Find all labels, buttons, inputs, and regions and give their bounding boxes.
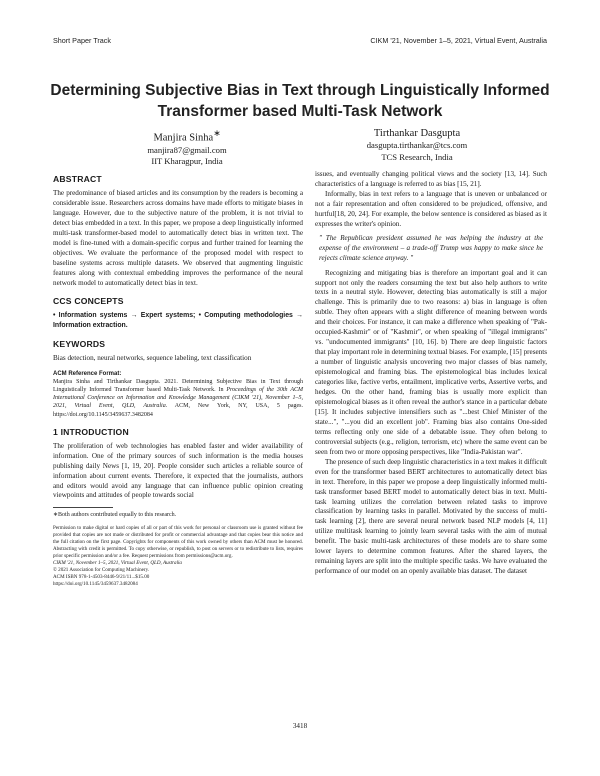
body-paragraph: Recognizing and mitigating bias is therefore an important goal and it can support not only the readers consuming the text but also help authors to write texts in a neutral style. However, detecting bias automatically is still a major challenge. This is primarily due to two reasons: a) bias in language is often subtle. They often appears with a slight difference of meaning between words and their choices. For instance, it can make a difference when speaking of "Pak-occupied-Kashmir" or of "Kashmir", or when speaking of "illegal immigrants" vs. "undocumented immigrants" [10, 16]. b) There are deep linguistic factors that play important role in determining textual biases. For example, [15] presents a number of linguistic analysis uncovering two major classes of bias namely, epistemological and framing bias. The epistemological bias includes lexical categories like, factive verbs, entailment, implicative verbs, Assertive verbs, and hedges. On the other hand, framing bias is usually more explicit than epistemological biases as it often reveal the author's stance in a particular debate [15]. It includes subjective intensifiers such as "...best Chief Minister of the state...", "...you did an excellent job". Framing bias also contains One-sided terms reflecting only one side of a debatable issue. They often belong to controversial subjects (e.g., religion, terrorism, etc) where the same event can be seen from two or more opposing perspectives, like "India-Pakistan war". (315, 268, 547, 456)
permission-notice: Permission to make digital or hard copies of all or part of this work for personal or classroom use is granted without fee provided that copies are not made or distributed for profit or commercial advantage and that copies bear this notice and the full citation on the first page. Copyrights for components of this work owned by others than ACM must be honored. Abstracting with credit is permitted. To copy otherwise, or republish, to post on servers or to redistribute to lists, requires prior specific permission and/or a fee. Request permissions from permissions@acm.org. (53, 524, 303, 559)
author-block (77, 127, 297, 168)
abstract-heading: ABSTRACT (53, 174, 102, 184)
ccs-text: • Information systems → Expert systems; • Computing methodologies → Information extraction. (53, 312, 303, 330)
keywords-text: Bias detection, neural networks, sequence labeling, text classification (53, 353, 252, 362)
ccs-heading: CCS CONCEPTS (53, 296, 124, 307)
left-column (53, 170, 303, 588)
author-affiliation: IIT Kharagpur, India (151, 156, 223, 166)
author-affiliation: TCS Research, India (381, 151, 453, 162)
intro-heading: 1 INTRODUCTION (53, 426, 129, 437)
example-quote: " The Republican president assumed he was helping the industry at the expense of the environment – a trade-off Trump was happy to make since he rejects climate science anyway. " (319, 233, 543, 262)
author-name: Tirthankar Dasgupta (373, 128, 461, 139)
intro-paragraph: The proliferation of web technologies has enabled faster and wider availability of information. One of the primary sources of such information is the media houses publishing daily News [1, 19, 20]. People consider such articles a reliable source of information about current events. Therefore, it expected that the journalists, authors and editors would avoid any language that can influence public opinion creating viewpoints and attitudes of people towards social (53, 441, 303, 500)
abstract-text: The predominance of biased articles and its consumption by the readers is becoming a considerable issue. Researchers across domains have made efforts to mitigate biases in language. However, due to the subjective nature of the problem, it is not trivial to detect bias embedded in a text. In this paper, we propose a deep linguistically informed multi-task transformer-based model to automatically detect bias in written text. The model is fine-tuned with a domain-specific corpus and further trained for learning the objectives. We evaluate the performance of the proposed model with respect to baseline systems across multiple datasets. We observed that augmenting linguistic features along with contextual embedding improves the performance of the neural network model to automatically detect bias in text. (53, 188, 303, 287)
footnote: ∗Both authors contributed equally to this research. (53, 512, 177, 519)
author-block (307, 127, 527, 163)
body-paragraph: Informally, bias in text refers to a language that is uneven or unbalanced or not a fair representation and often considered to be prejudiced, offensive, and hurtful[18, 20, 24]. For example, the below sentence is considered as biased as it expresses the writer's opinion. (315, 189, 547, 228)
publication-info: CIKM '21, November 1–5, 2021, Virtual Event, QLD, Australia © 2021 Association for Computing Machinery. ACM ISBN 978-1-4503-8446-9/21/11...$15.00 https://doi.org/10.1145/3459637.3482084 (53, 560, 182, 588)
author-name: Manjira Sinha∗ (153, 128, 221, 144)
keywords-heading: KEYWORDS (53, 338, 106, 349)
footnote-rule (53, 507, 113, 508)
author-email: dasgupta.tirthankar@tcs.com (366, 140, 468, 150)
right-column (315, 170, 547, 577)
body-paragraph: issues, and eventually changing political views and the society [13, 14]. Such characteristics of a language is referred to as bias [15, 21]. (315, 170, 547, 188)
running-header-right: CIKM '21, November 1–5, 2021, Virtual Event, Australia (370, 36, 547, 45)
paper-title: Determining Subjective Bias in Text through Linguistically Informed Transformer based Multi-Task Network (50, 82, 550, 120)
acm-reference: ACM Reference Format: Manjira Sinha and Tirthankar Dasgupta. 2021. Determining Subjective Bias in Text through Linguistically Informed Transformer based Multi-Task Network. In Proceedings of the 30th ACM International Conference on Information and Knowledge Management (CIKM '21), November 1–5, 2021, Virtual Event, QLD, Australia. ACM, New York, NY, USA, 5 pages. https://doi.org/10.1145/3459637.3482084 (53, 370, 303, 418)
page-number: 3418 (292, 722, 308, 730)
body-paragraph: The presence of such deep linguistic characteristics in a text makes it difficult even for the transformer based BERT architectures to automatically detect bias in text. Therefore, in this paper we propose a deep linguistically informed multi-task transformer based BERT model to automatically detect bias in text. Multi-task learning utilizes the correlation between related tasks to improve classification by learning tasks in parallel. Motivated by the success of multi-task learning [2], there are several neural network based NLP models [4, 11] utilize multitask learning to jointly learn several tasks with the aim of mutual benefit. The basic multi-task architectures of these models are to share some lower layers to determine common features. After the shared layers, the remaining layers are split into the multiple specific tasks. We have evaluated the performance of our model on an openly available bias dataset. The dataset (315, 457, 547, 576)
author-email: manjira87@gmail.com (147, 144, 227, 155)
running-header-left: Short Paper Track (53, 36, 111, 45)
